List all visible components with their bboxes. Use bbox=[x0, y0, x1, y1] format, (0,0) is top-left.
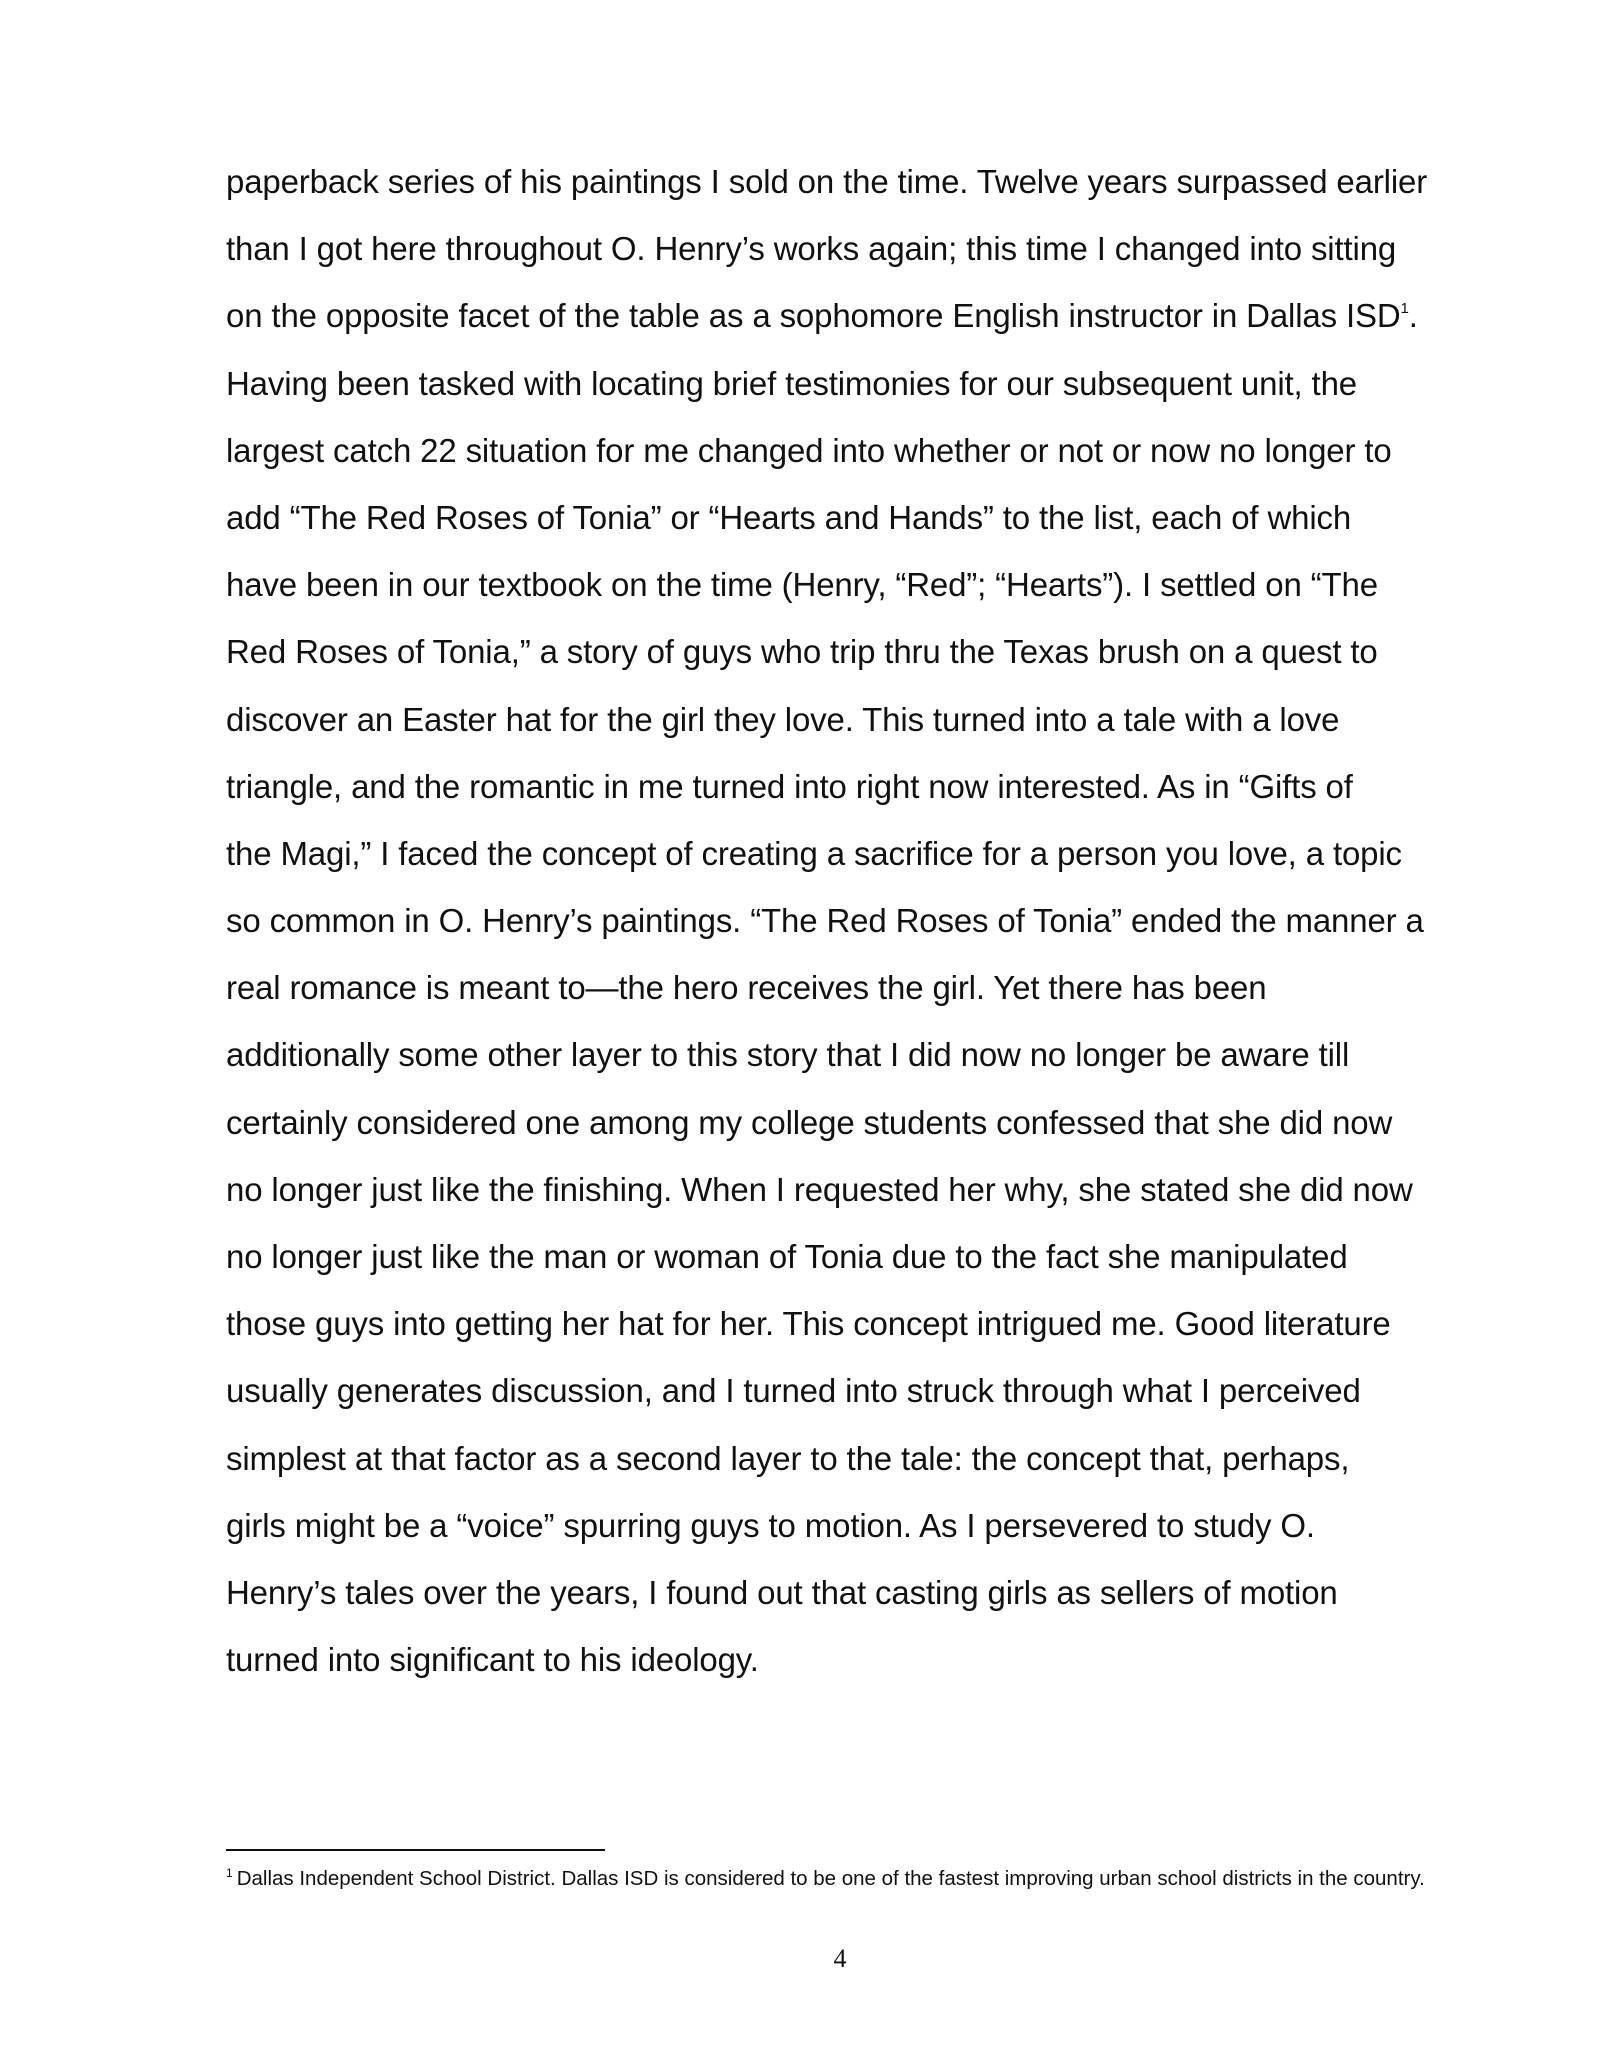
body-text bbox=[226, 148, 1476, 1693]
footnote-separator bbox=[226, 1849, 605, 1851]
footnote-reference: 1 bbox=[1400, 300, 1409, 318]
body-line bbox=[226, 282, 1476, 349]
body-line: simplest at that factor as a second layer to the tale: the concept that, perhaps, bbox=[226, 1439, 1350, 1477]
footnote-marker: 1 bbox=[226, 1866, 233, 1880]
body-line: Red Roses of Tonia,” a story of guys who trip thru the Texas brush on a quest to bbox=[226, 633, 1378, 671]
body-line: so common in O. Henry’s paintings. “The Red Roses of Tonia” ended the manner a bbox=[226, 902, 1424, 940]
page-number: 4 bbox=[833, 1944, 847, 1973]
body-line: Henry’s tales over the years, I found out that casting girls as sellers of motion bbox=[226, 1573, 1338, 1611]
body-line: triangle, and the romantic in me turned into right now interested. As in “Gifts of bbox=[226, 767, 1353, 805]
body-line: certainly considered one among my college students confessed that she did now bbox=[226, 1103, 1393, 1141]
footnote-reference-punctuation: . bbox=[1408, 297, 1418, 335]
body-line: usually generates discussion, and I turned into struck through what I perceived bbox=[226, 1372, 1361, 1410]
body-line: additionally some other layer to this story that I did now no longer be aware till bbox=[226, 1036, 1350, 1074]
body-line: paperback series of his paintings I sold on the time. Twelve years surpassed earlier bbox=[226, 163, 1428, 200]
body-line: add “The Red Roses of Tonia” or “Hearts and Hands” to the list, each of which bbox=[226, 498, 1352, 536]
body-line: the Magi,” I faced the concept of creating a sacrifice for a person you love, a topic bbox=[226, 834, 1402, 872]
body-line: no longer just like the man or woman of Tonia due to the fact she manipulated bbox=[226, 1238, 1348, 1275]
body-line: real romance is meant to—the hero receives the girl. Yet there has been bbox=[226, 969, 1267, 1007]
body-line: have been in our textbook on the time (Henry, “Red”; “Hearts”). I settled on “The bbox=[226, 566, 1378, 604]
footnote bbox=[226, 1862, 1466, 1895]
body-line-text: on the opposite facet of the table as a sophomore English instructor in Dallas ISD bbox=[226, 297, 1401, 335]
body-line: turned into significant to his ideology. bbox=[226, 1641, 759, 1679]
body-line: no longer just like the finishing. When I requested her why, she stated she did now bbox=[226, 1170, 1413, 1208]
footnote-text: Dallas Independent School District. Dallas ISD is considered to be one of the fastest improving urban school districts in the country. bbox=[236, 1867, 1425, 1890]
body-line: Having been tasked with locating brief testimonies for our subsequent unit, the bbox=[226, 364, 1357, 402]
body-line: discover an Easter hat for the girl they love. This turned into a tale with a love bbox=[226, 700, 1340, 738]
body-line: than I got here throughout O. Henry’s works again; this time I changed into sitting bbox=[226, 230, 1397, 268]
body-line: those guys into getting her hat for her. This concept intrigued me. Good literature bbox=[226, 1305, 1391, 1343]
body-line: girls might be a “voice” spurring guys to motion. As I persevered to study O. bbox=[226, 1506, 1315, 1544]
body-line: largest catch 22 situation for me changed into whether or not or now no longer to bbox=[226, 431, 1392, 469]
